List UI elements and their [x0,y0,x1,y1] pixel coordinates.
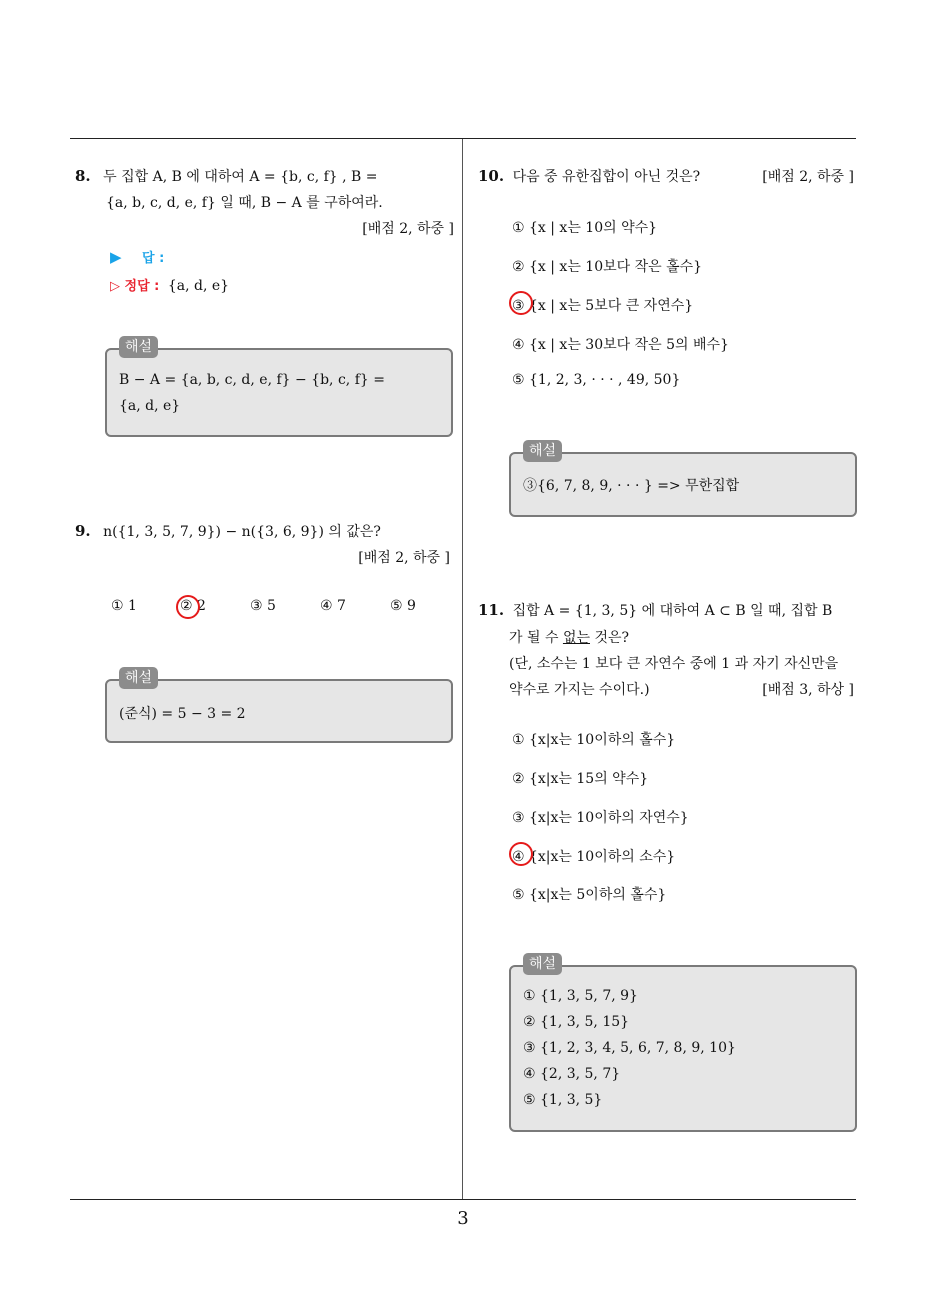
question-10-option-3: ③ {x | x는 5보다 큰 자연수} [512,298,694,314]
question-11-text-line4: 약수로 가지는 수이다.) [509,682,650,698]
question-8-solution-box [105,348,453,437]
question-8-text-line1: 두 집합 A, B 에 대하여 A = {b, c, f} , B = [103,169,378,185]
column-divider [462,139,463,1200]
question-9-score: [배점 2, 하중 ] [358,550,450,566]
question-11-solution-line5: ⑤ {1, 3, 5} [523,1092,603,1108]
question-9-solution-tag: 해설 [119,667,158,689]
question-11-solution-tag: 해설 [523,953,562,975]
question-10-solution-box [509,452,857,517]
question-9-option-4: ④ 7 [320,598,346,614]
answer-arrow-icon: ▶ [110,248,122,266]
selected-answer-circle-icon [509,291,533,315]
question-8-answer-label: 답 : [142,251,165,266]
question-10-option-2: ② {x | x는 10보다 작은 홀수} [512,259,703,275]
question-11-text-line2a: 가 될 수 [509,630,563,646]
question-11-solution-line3: ③ {1, 2, 3, 4, 5, 6, 7, 8, 9, 10} [523,1040,736,1056]
question-11-option-5: ⑤ {x|x는 5이하의 홀수} [512,887,667,903]
question-10-number: 10. [478,167,505,185]
question-10-score: [배점 2, 하중 ] [762,169,854,185]
page-number: 3 [457,1208,469,1229]
question-10-option-5: ⑤ {1, 2, 3, · · · , 49, 50} [512,372,681,388]
selected-answer-circle-icon [176,595,200,619]
question-11-solution-line2: ② {1, 3, 5, 15} [523,1014,630,1030]
question-10-option-4: ④ {x | x는 30보다 작은 5의 배수} [512,337,729,353]
question-9-text: n({1, 3, 5, 7, 9}) − n({3, 6, 9}) 의 값은? [103,524,381,540]
question-8-solution-line1: B − A = {a, b, c, d, e, f} − {b, c, f} = [119,372,385,388]
question-10-solution-line1: ③{6, 7, 8, 9, · · · } => 무한집합 [523,478,740,494]
question-8-text-line2: {a, b, c, d, e, f} 일 때, B − A 를 구하여라. [106,195,383,211]
question-9-option-5: ⑤ 9 [390,598,416,614]
question-10-solution-tag: 해설 [523,440,562,462]
question-11-text-line2-underlined: 없는 [562,630,590,646]
question-9-number: 9. [75,522,91,540]
question-11-option-3: ③ {x|x는 10이하의 자연수} [512,810,689,826]
selected-answer-circle-icon [509,842,533,866]
question-8-solution-line2: {a, d, e} [119,398,181,414]
question-11-solution-box [509,965,857,1132]
bottom-rule [70,1199,856,1200]
question-11-text-line1: 집합 A = {1, 3, 5} 에 대하여 A ⊂ B 일 때, 집합 B [512,603,833,619]
question-10-option-1: ① {x | x는 10의 약수} [512,220,658,236]
question-9-solution-line1: (준식) = 5 − 3 = 2 [119,706,246,722]
question-11-text-line3: (단, 소수는 1 보다 큰 자연수 중에 1 과 자기 자신만을 [509,656,839,672]
question-11-score: [배점 3, 하상 ] [762,682,854,698]
question-11-number: 11. [478,601,505,619]
top-rule [70,138,856,139]
question-8-solution-tag: 해설 [119,336,158,358]
question-9-solution-box [105,679,453,743]
question-9-option-3: ③ 5 [250,598,276,614]
question-9-option-1: ① 1 [111,598,137,614]
question-11-option-1: ① {x|x는 10이하의 홀수} [512,732,676,748]
question-8-correct-label: ▷ 정답 : [110,279,160,294]
question-11-solution-line4: ④ {2, 3, 5, 7} [523,1066,621,1082]
question-8-score: [배점 2, 하중 ] [362,221,454,237]
question-10-text: 다음 중 유한집합이 아닌 것은? [512,169,701,185]
question-11-text-line2b: 것은? [590,630,630,646]
question-9-option-2: ② 2 [180,598,206,614]
question-8-correct-value: {a, d, e} [167,278,230,294]
question-8-number: 8. [75,167,91,185]
question-11-option-4: ④ {x|x는 10이하의 소수} [512,849,676,865]
question-11-solution-line1: ① {1, 3, 5, 7, 9} [523,988,638,1004]
question-11-option-2: ② {x|x는 15의 약수} [512,771,649,787]
